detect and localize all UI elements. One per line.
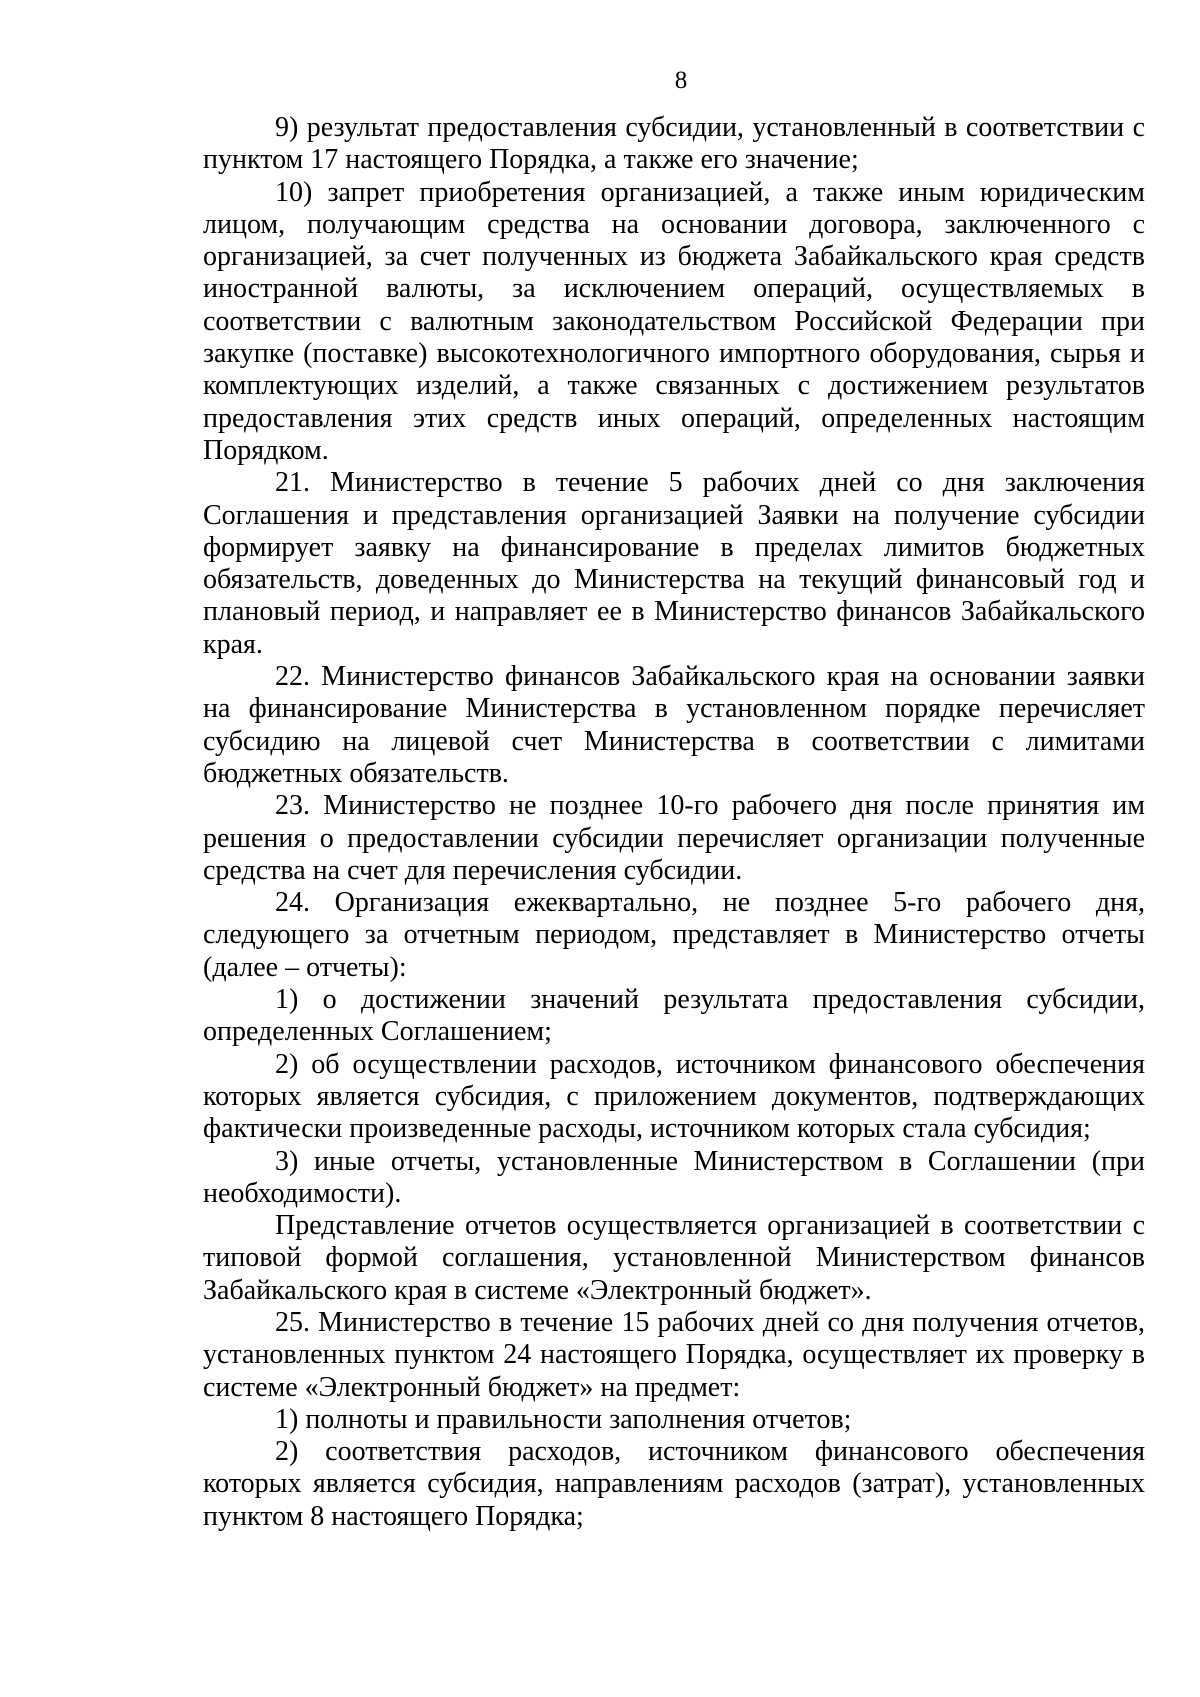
- paragraph-reports-submission: Представление отчетов осуществляется организацией в соответствии с типовой формой соглашения, установленной Министерством финансов Забайкальского края в системе «Электронный бюджет».: [203, 1210, 1145, 1306]
- paragraph-clause-24: 24. Организация ежеквартально, не позднее 5-го рабочего дня, следующего за отчетным периодом, представляет в Министерство отчеты (далее – отчеты):: [203, 887, 1145, 983]
- paragraph-clause-21: 21. Министерство в течение 5 рабочих дней со дня заключения Соглашения и представления организацией Заявки на получение субсидии формирует заявку на финансирование в пределах лимитов бюджетных обязательств, доведенных до Министерства на текущий финансовый год и плановый период, и направляет ее в Министерство финансов Забайкальского края.: [203, 467, 1145, 660]
- document-body: [203, 112, 1145, 1533]
- paragraph-check-2: 2) соответствия расходов, источником финансового обеспечения которых является субсидия, направлениям расходов (затрат), установленных пунктом 8 настоящего Порядка;: [203, 1436, 1145, 1532]
- paragraph-item-10-currency-ban: 10) запрет приобретения организацией, а также иным юридическим лицом, получающим средства на основании договора, заключенного с организацией, за счет полученных из бюджета Забайкальского края средств иностранной валюты, за исключением операций, осуществляемых в соответствии с валютным законодательством Российской Федерации при закупке (поставке) высокотехнологичного импортного оборудования, сырья и комплектующих изделий, а также связанных с достижением результатов предоставления этих средств иных операций, определенных настоящим Порядком.: [203, 176, 1145, 466]
- paragraph-report-3: 3) иные отчеты, установленные Министерством в Соглашении (при необходимости).: [203, 1145, 1145, 1209]
- paragraph-item-9-result: 9) результат предоставления субсидии, установленный в соответствии с пунктом 17 настоящего Порядка, а также его значение;: [203, 112, 1145, 176]
- paragraph-clause-23: 23. Министерство не позднее 10-го рабочего дня после принятия им решения о предоставлении субсидии перечисляет организации полученные средства на счет для перечисления субсидии.: [203, 790, 1145, 886]
- paragraph-clause-25: 25. Министерство в течение 15 рабочих дней со дня получения отчетов, установленных пунктом 24 настоящего Порядка, осуществляет их проверку в системе «Электронный бюджет» на предмет:: [203, 1306, 1145, 1403]
- paragraph-report-1: 1) о достижении значений результата предоставления субсидии, определенных Соглашением;: [203, 984, 1145, 1048]
- page-number: 8: [674, 67, 688, 94]
- paragraph-report-2: 2) об осуществлении расходов, источником финансового обеспечения которых является субсидия, с приложением документов, подтверждающих фактически произведенные расходы, источником которых стала субсидия;: [203, 1048, 1145, 1145]
- paragraph-check-1: 1) полноты и правильности заполнения отчетов;: [275, 1403, 852, 1435]
- paragraph-clause-22: 22. Министерство финансов Забайкальского края на основании заявки на финансирование Министерства в установленном порядке перечисляет субсидию на лицевой счет Министерства в соответствии с лимитами бюджетных обязательств.: [203, 661, 1145, 789]
